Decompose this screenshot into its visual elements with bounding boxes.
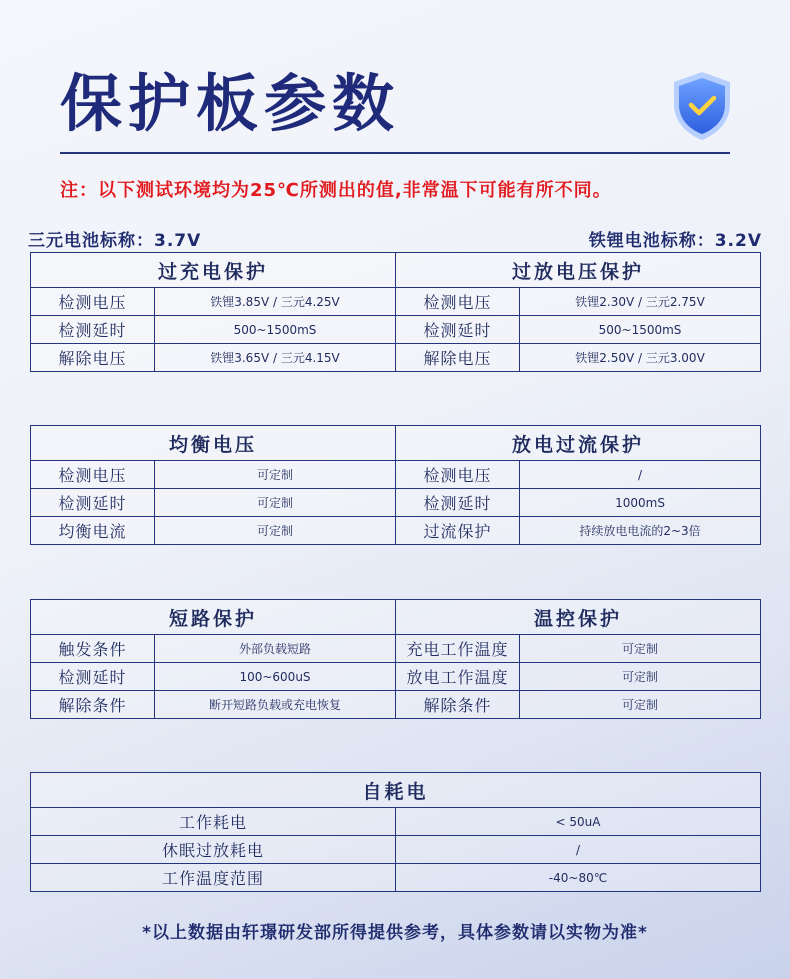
lifepo4-nominal-voltage: 铁锂电池标称：3.2V	[588, 231, 762, 251]
param-label: 检测延时	[31, 663, 155, 691]
param-value: 铁锂3.65V / 三元4.15V	[155, 344, 396, 372]
param-value: 可定制	[520, 691, 761, 719]
page-title: 保护板参数	[60, 67, 401, 140]
param-value: 可定制	[520, 635, 761, 663]
param-label: 休眠过放耗电	[31, 836, 396, 864]
table-row	[31, 836, 761, 864]
param-value: 铁锂2.30V / 三元2.75V	[520, 288, 761, 316]
param-value: 持续放电电流的2~3倍	[520, 517, 761, 545]
param-value: 铁锂3.85V / 三元4.25V	[155, 288, 396, 316]
param-value: /	[520, 461, 761, 489]
overcharge-overdischarge-table	[30, 252, 761, 372]
param-label: 工作温度范围	[31, 864, 396, 892]
param-label: 均衡电流	[31, 517, 155, 545]
param-label: 放电工作温度	[396, 663, 520, 691]
param-value: 铁锂2.50V / 三元3.00V	[520, 344, 761, 372]
param-label: 检测电压	[396, 461, 520, 489]
param-value: 500~1500mS	[155, 316, 396, 344]
table-row	[31, 864, 761, 892]
param-label: 解除电压	[31, 344, 155, 372]
param-label: 检测电压	[31, 288, 155, 316]
param-label: 解除电压	[396, 344, 520, 372]
table-row	[31, 344, 761, 372]
param-value: /	[396, 836, 761, 864]
table-row	[31, 489, 761, 517]
param-value: 500~1500mS	[520, 316, 761, 344]
table-header: 自耗电	[31, 773, 761, 808]
title-divider	[60, 152, 730, 154]
table-row	[31, 517, 761, 545]
short-circuit-temperature-table	[30, 599, 761, 719]
param-label: 检测延时	[31, 489, 155, 517]
param-value: 可定制	[155, 461, 396, 489]
test-condition-note: 注：以下测试环境均为25℃所测出的值,非常温下可能有所不同。	[60, 180, 612, 201]
param-label: 过流保护	[396, 517, 520, 545]
param-value: 可定制	[155, 489, 396, 517]
param-label: 解除条件	[396, 691, 520, 719]
param-label: 检测延时	[396, 316, 520, 344]
param-label: 检测电压	[31, 461, 155, 489]
param-value: 外部负载短路	[155, 635, 396, 663]
table-row	[31, 288, 761, 316]
param-value: < 50uA	[396, 808, 761, 836]
param-value: 可定制	[155, 517, 396, 545]
param-label: 解除条件	[31, 691, 155, 719]
param-label: 检测电压	[396, 288, 520, 316]
param-label: 工作耗电	[31, 808, 396, 836]
table-header: 过充电保护	[31, 253, 396, 288]
param-label: 检测延时	[396, 489, 520, 517]
table-header: 过放电压保护	[396, 253, 761, 288]
self-consumption-table	[30, 772, 761, 892]
param-value: 1000mS	[520, 489, 761, 517]
table-row	[31, 461, 761, 489]
table-row	[31, 808, 761, 836]
table-header: 短路保护	[31, 600, 396, 635]
param-value: -40~80℃	[396, 864, 761, 892]
param-label: 充电工作温度	[396, 635, 520, 663]
balance-overcurrent-table	[30, 425, 761, 545]
param-value: 可定制	[520, 663, 761, 691]
param-label: 检测延时	[31, 316, 155, 344]
table-header: 均衡电压	[31, 426, 396, 461]
table-header: 温控保护	[396, 600, 761, 635]
table-row	[31, 663, 761, 691]
param-label: 触发条件	[31, 635, 155, 663]
table-row	[31, 691, 761, 719]
table-header: 放电过流保护	[396, 426, 761, 461]
table-row	[31, 635, 761, 663]
disclaimer-footer: *以上数据由轩璟研发部所得提供参考，具体参数请以实物为准*	[142, 923, 648, 943]
param-value: 100~600uS	[155, 663, 396, 691]
ternary-nominal-voltage: 三元电池标称：3.7V	[28, 231, 202, 251]
table-row	[31, 316, 761, 344]
shield-check-icon	[670, 70, 734, 142]
param-value: 断开短路负载或充电恢复	[155, 691, 396, 719]
